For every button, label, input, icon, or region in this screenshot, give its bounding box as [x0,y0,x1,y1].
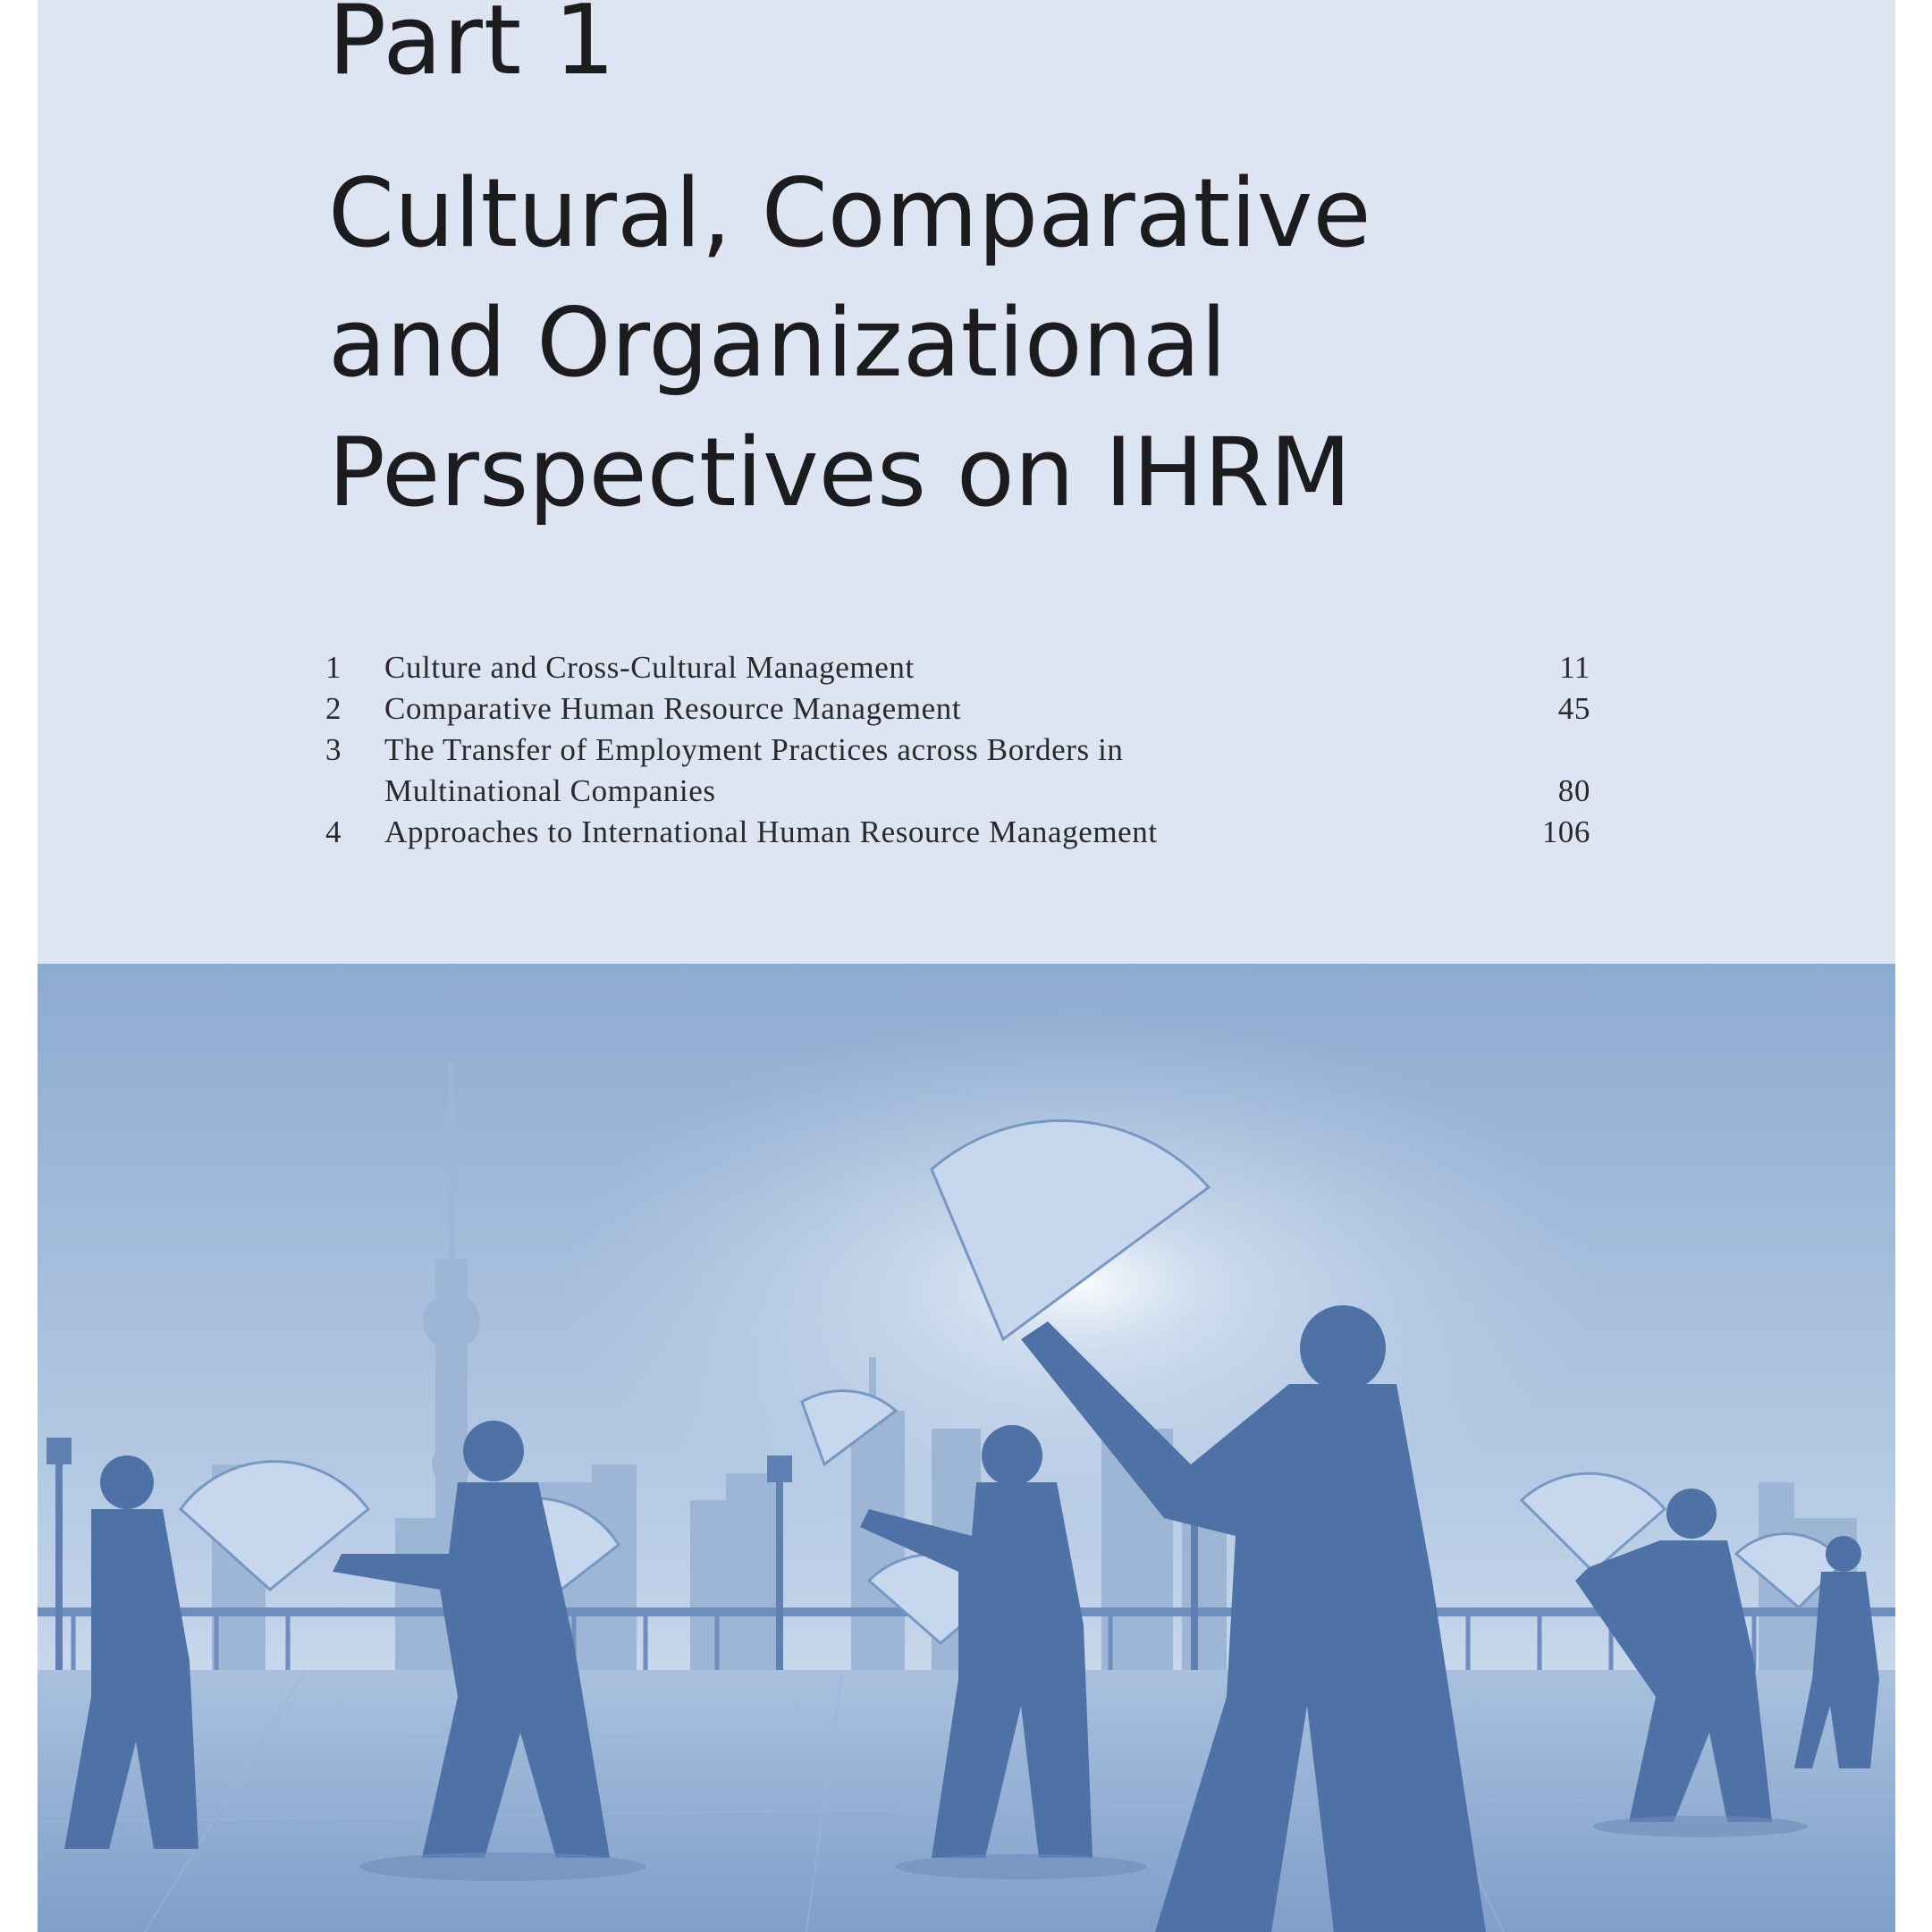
toc-entry[interactable] [325,730,1590,812]
chapter-title-line: Culture and Cross-Cultural Management [384,650,915,685]
chapter-page-number: 80 [1557,773,1590,808]
chapter-page-number: 11 [1559,650,1590,685]
chapter-number: 4 [325,814,342,849]
book-page [38,0,1895,1932]
part-title-line: Perspectives on IHRM [328,418,1352,527]
chapter-number: 1 [325,650,342,685]
toc-entry[interactable] [325,812,1590,853]
part-title-line: Cultural, Comparative [328,158,1371,268]
chapter-page-number: 45 [1557,691,1590,726]
chapter-title-line: Multinational Companies [384,773,716,808]
chapter-title-line: Approaches to International Human Resource Management [384,814,1158,849]
part-title-line: and Organizational [328,288,1228,398]
table-of-contents [325,647,1590,853]
part-label: Part 1 [328,0,617,97]
toc-entry[interactable] [325,647,1590,688]
toc-entry[interactable] [325,688,1590,730]
cover-photo-fan-dancers-skyline [38,964,1895,1932]
part-title [328,148,1669,537]
chapter-number: 2 [325,691,342,726]
chapter-title [384,812,1483,853]
chapter-title [384,688,1483,730]
chapter-number: 3 [325,732,342,767]
chapter-title [384,647,1483,688]
chapter-page-number: 106 [1541,814,1590,849]
chapter-title-line: Comparative Human Resource Management [384,691,962,726]
chapter-title [384,730,1483,812]
chapter-title-line: The Transfer of Employment Practices across Borders in [384,732,1124,767]
